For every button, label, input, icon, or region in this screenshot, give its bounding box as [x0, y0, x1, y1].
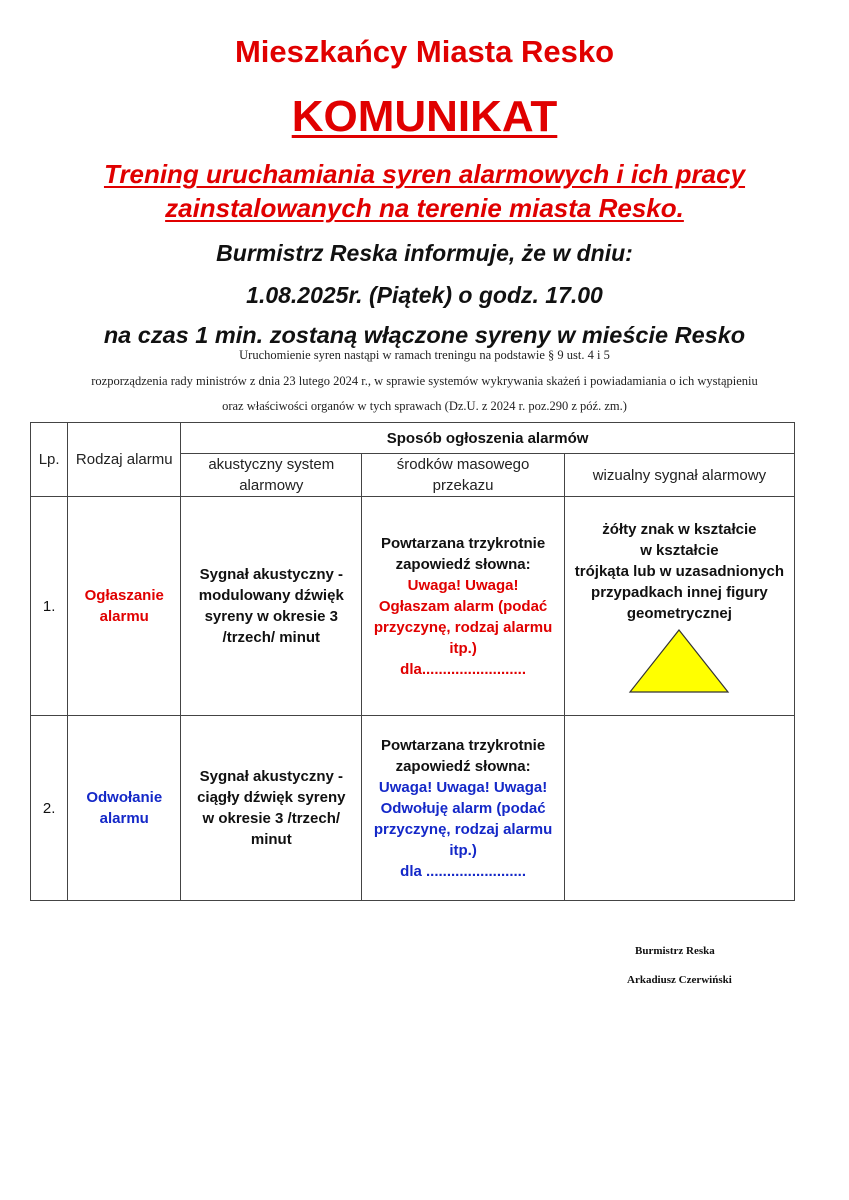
acoustic-line-4: minut: [250, 831, 292, 848]
legal-basis-line-3: oraz właściwości organów w tych sprawach (Dz.U. z 2024 r. poz.290 z póź. zm.): [222, 399, 627, 413]
header-media-line-2: przekazu: [432, 477, 494, 494]
acoustic-line-1: Sygnał akustyczny -: [199, 768, 343, 785]
visual-signal-cell-empty: [564, 716, 794, 901]
media-line-2: zapowiedź słowna:: [395, 555, 531, 573]
media-line-1: Powtarzana trzykrotnie: [380, 534, 546, 552]
media-line-7: dla.........................: [400, 660, 527, 678]
header-acoustic-line-1: akustyczny system: [208, 456, 335, 473]
media-line-5: przyczynę, rodzaj alarmu: [373, 618, 553, 636]
acoustic-signal-cell: [181, 716, 362, 901]
alarm-type-announce: [68, 497, 181, 716]
table-row: [31, 716, 795, 901]
acoustic-line-3: syreny w okresie 3: [204, 608, 338, 625]
header-acoustic: [181, 454, 362, 497]
media-line-7: dla ........................: [400, 862, 527, 880]
media-announcement-cell: [362, 716, 564, 901]
header-media-line-1: środków masowego: [396, 456, 530, 473]
header-acoustic-line-2: alarmowy: [239, 477, 304, 494]
subtitle-line-2: zainstalowanych na terenie miasta Resko.: [165, 193, 684, 223]
visual-line-2: w kształcie: [640, 541, 719, 559]
alarm-type-line-2: alarmu: [99, 608, 149, 625]
acoustic-line-4: /trzech/ minut: [222, 629, 321, 646]
alarm-table: [30, 422, 795, 901]
yellow-triangle-icon: [628, 628, 730, 694]
acoustic-line-2: modulowany dźwięk: [198, 587, 344, 604]
visual-line-1: żółty znak w kształcie: [602, 520, 757, 538]
alarm-type-cancel: [68, 716, 181, 901]
media-line-6: itp.): [449, 639, 477, 657]
media-line-6: itp.): [449, 841, 477, 859]
visual-line-5: geometrycznej: [626, 604, 732, 622]
visual-line-3: trójkąta lub w uzasadnionych: [574, 562, 784, 580]
subtitle-line-1: Trening uruchamiania syren alarmowych i ich pracy: [103, 159, 746, 189]
info-date-line: 1.08.2025r. (Piątek) o godz. 17.00: [246, 282, 603, 308]
header-lp: Lp.: [31, 423, 68, 497]
visual-line-4: przypadkach innej figury: [591, 583, 768, 601]
table-row: [31, 497, 795, 716]
alarm-type-line-2: alarmu: [99, 810, 149, 827]
media-line-1: Powtarzana trzykrotnie: [380, 736, 546, 754]
page-title: KOMUNIKAT: [291, 92, 558, 141]
acoustic-line-1: Sygnał akustyczny -: [199, 566, 343, 583]
row-number: 2.: [31, 716, 68, 901]
legal-basis-line-1: Uruchomienie syren nastąpi w ramach treningu na podstawie § 9 ust. 4 i 5: [239, 348, 610, 362]
visual-signal-cell: [564, 497, 794, 716]
acoustic-line-2: ciągły dźwięk syreny: [197, 789, 346, 806]
media-line-4: Odwołuję alarm (podać: [380, 799, 546, 817]
subtitle: [0, 157, 849, 225]
signature-name: Arkadiusz Czerwiński: [627, 974, 732, 986]
media-line-2: zapowiedź słowna:: [395, 757, 531, 775]
row-number: 1.: [31, 497, 68, 716]
acoustic-signal-cell: [181, 497, 362, 716]
legal-basis-line-2: rozporządzenia rady ministrów z dnia 23 lutego 2024 r., w sprawie systemów wykrywania skażeń i powiadamiania o ich wystąpieniu: [91, 374, 758, 388]
header-media: [362, 454, 564, 497]
alarm-type-line-1: Ogłaszanie: [84, 587, 164, 604]
media-announcement-cell: [362, 497, 564, 716]
addressee-heading: Mieszkańcy Miasta Resko: [234, 34, 615, 69]
header-announcement-method: Sposób ogłoszenia alarmów: [181, 423, 795, 454]
media-line-3: Uwaga! Uwaga!: [407, 576, 519, 594]
signature-role: Burmistrz Reska: [635, 945, 715, 957]
alarm-type-line-1: Odwołanie: [86, 789, 163, 806]
info-duration-line: na czas 1 min. zostaną włączone syreny w mieście Resko: [103, 322, 746, 348]
header-alarm-type: Rodzaj alarmu: [68, 423, 181, 497]
media-line-4: Ogłaszam alarm (podać: [378, 597, 548, 615]
header-visual: wizualny sygnał alarmowy: [564, 454, 794, 497]
acoustic-line-3: w okresie 3 /trzech/: [202, 810, 341, 827]
media-line-5: przyczynę, rodzaj alarmu: [373, 820, 553, 838]
media-line-3: Uwaga! Uwaga! Uwaga!: [378, 778, 548, 796]
info-line-1: Burmistrz Reska informuje, że w dniu:: [216, 240, 633, 266]
